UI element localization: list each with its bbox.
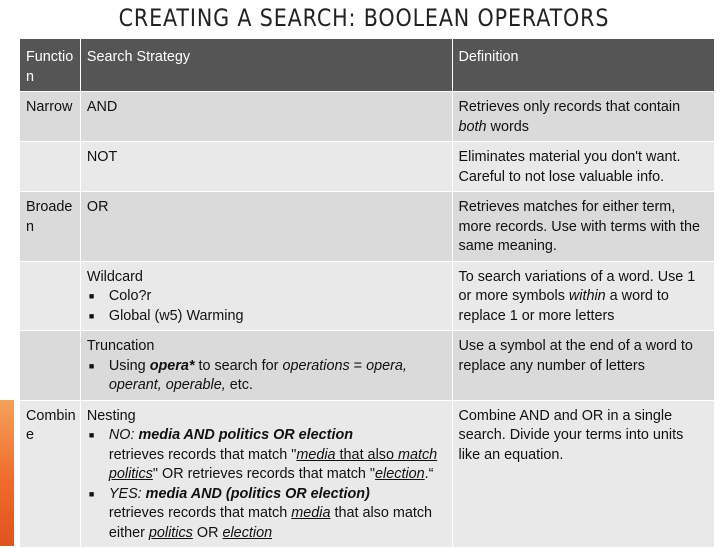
- list-item: ■ NO: media AND politics OR election retrieves records that match "media that also match politics" OR retrieves records that match "election.“: [87, 426, 446, 485]
- header-search-strategy: Search Strategy: [80, 39, 452, 92]
- header-definition: Definition: [452, 39, 714, 92]
- table-row: [20, 261, 715, 331]
- function-cell: Combin e: [20, 400, 81, 548]
- strategy-title: Wildcard: [86, 268, 143, 285]
- function-cell: [20, 142, 81, 192]
- definition-cell: Retrieves matches for either term, more records. Use with terms with the same meaning.: [452, 192, 714, 262]
- table-row: [20, 192, 715, 262]
- definition-cell: To search variations of a word. Use 1 or more symbols within a word to replace 1 or more letters: [452, 261, 714, 331]
- table-row: [20, 331, 715, 401]
- strategy-cell: [80, 331, 452, 401]
- table-row: [20, 142, 715, 192]
- bullet-list: [87, 357, 446, 396]
- strategy-cell: OR: [80, 192, 452, 262]
- slide-title: CREATING A SEARCH: BOOLEAN OPERATORS: [118, 4, 610, 32]
- list-item: ■ YES: media AND (politics OR election) retrieves records that match media that also match either politics OR election: [87, 485, 446, 544]
- function-cell: [20, 261, 81, 331]
- list-item: ■ Colo?r: [87, 287, 446, 307]
- strategy-title: Nesting: [86, 407, 136, 424]
- definition-cell: Eliminates material you don't want. Careful to not lose valuable info.: [452, 142, 714, 192]
- strategy-cell: NOT: [80, 142, 452, 192]
- header-function: Functio n: [20, 39, 81, 92]
- definition-cell: Use a symbol at the end of a word to replace any number of letters: [452, 331, 714, 401]
- strategy-cell: [80, 261, 452, 331]
- function-cell: Broade n: [20, 192, 81, 262]
- strategy-cell: AND: [80, 92, 452, 142]
- boolean-operators-table: [19, 38, 715, 548]
- table-header-row: [20, 39, 715, 92]
- table-row: [20, 92, 715, 142]
- list-item: ■ Using opera* to search for operations = opera, operant, operable, etc.: [87, 357, 446, 396]
- function-cell: [20, 331, 81, 401]
- list-item: ■ Global (w5) Warming: [87, 307, 446, 327]
- accent-bar: [0, 400, 14, 546]
- definition-cell: Retrieves only records that contain both words: [452, 92, 714, 142]
- strategy-cell: [80, 400, 452, 548]
- bullet-list: [87, 426, 446, 543]
- definition-cell: Combine AND and OR in a single search. Divide your terms into units like an equation.: [452, 400, 714, 548]
- strategy-title: Truncation: [86, 338, 155, 354]
- bullet-list: [87, 287, 446, 326]
- table-row: [20, 400, 715, 548]
- function-cell: Narrow: [20, 92, 81, 142]
